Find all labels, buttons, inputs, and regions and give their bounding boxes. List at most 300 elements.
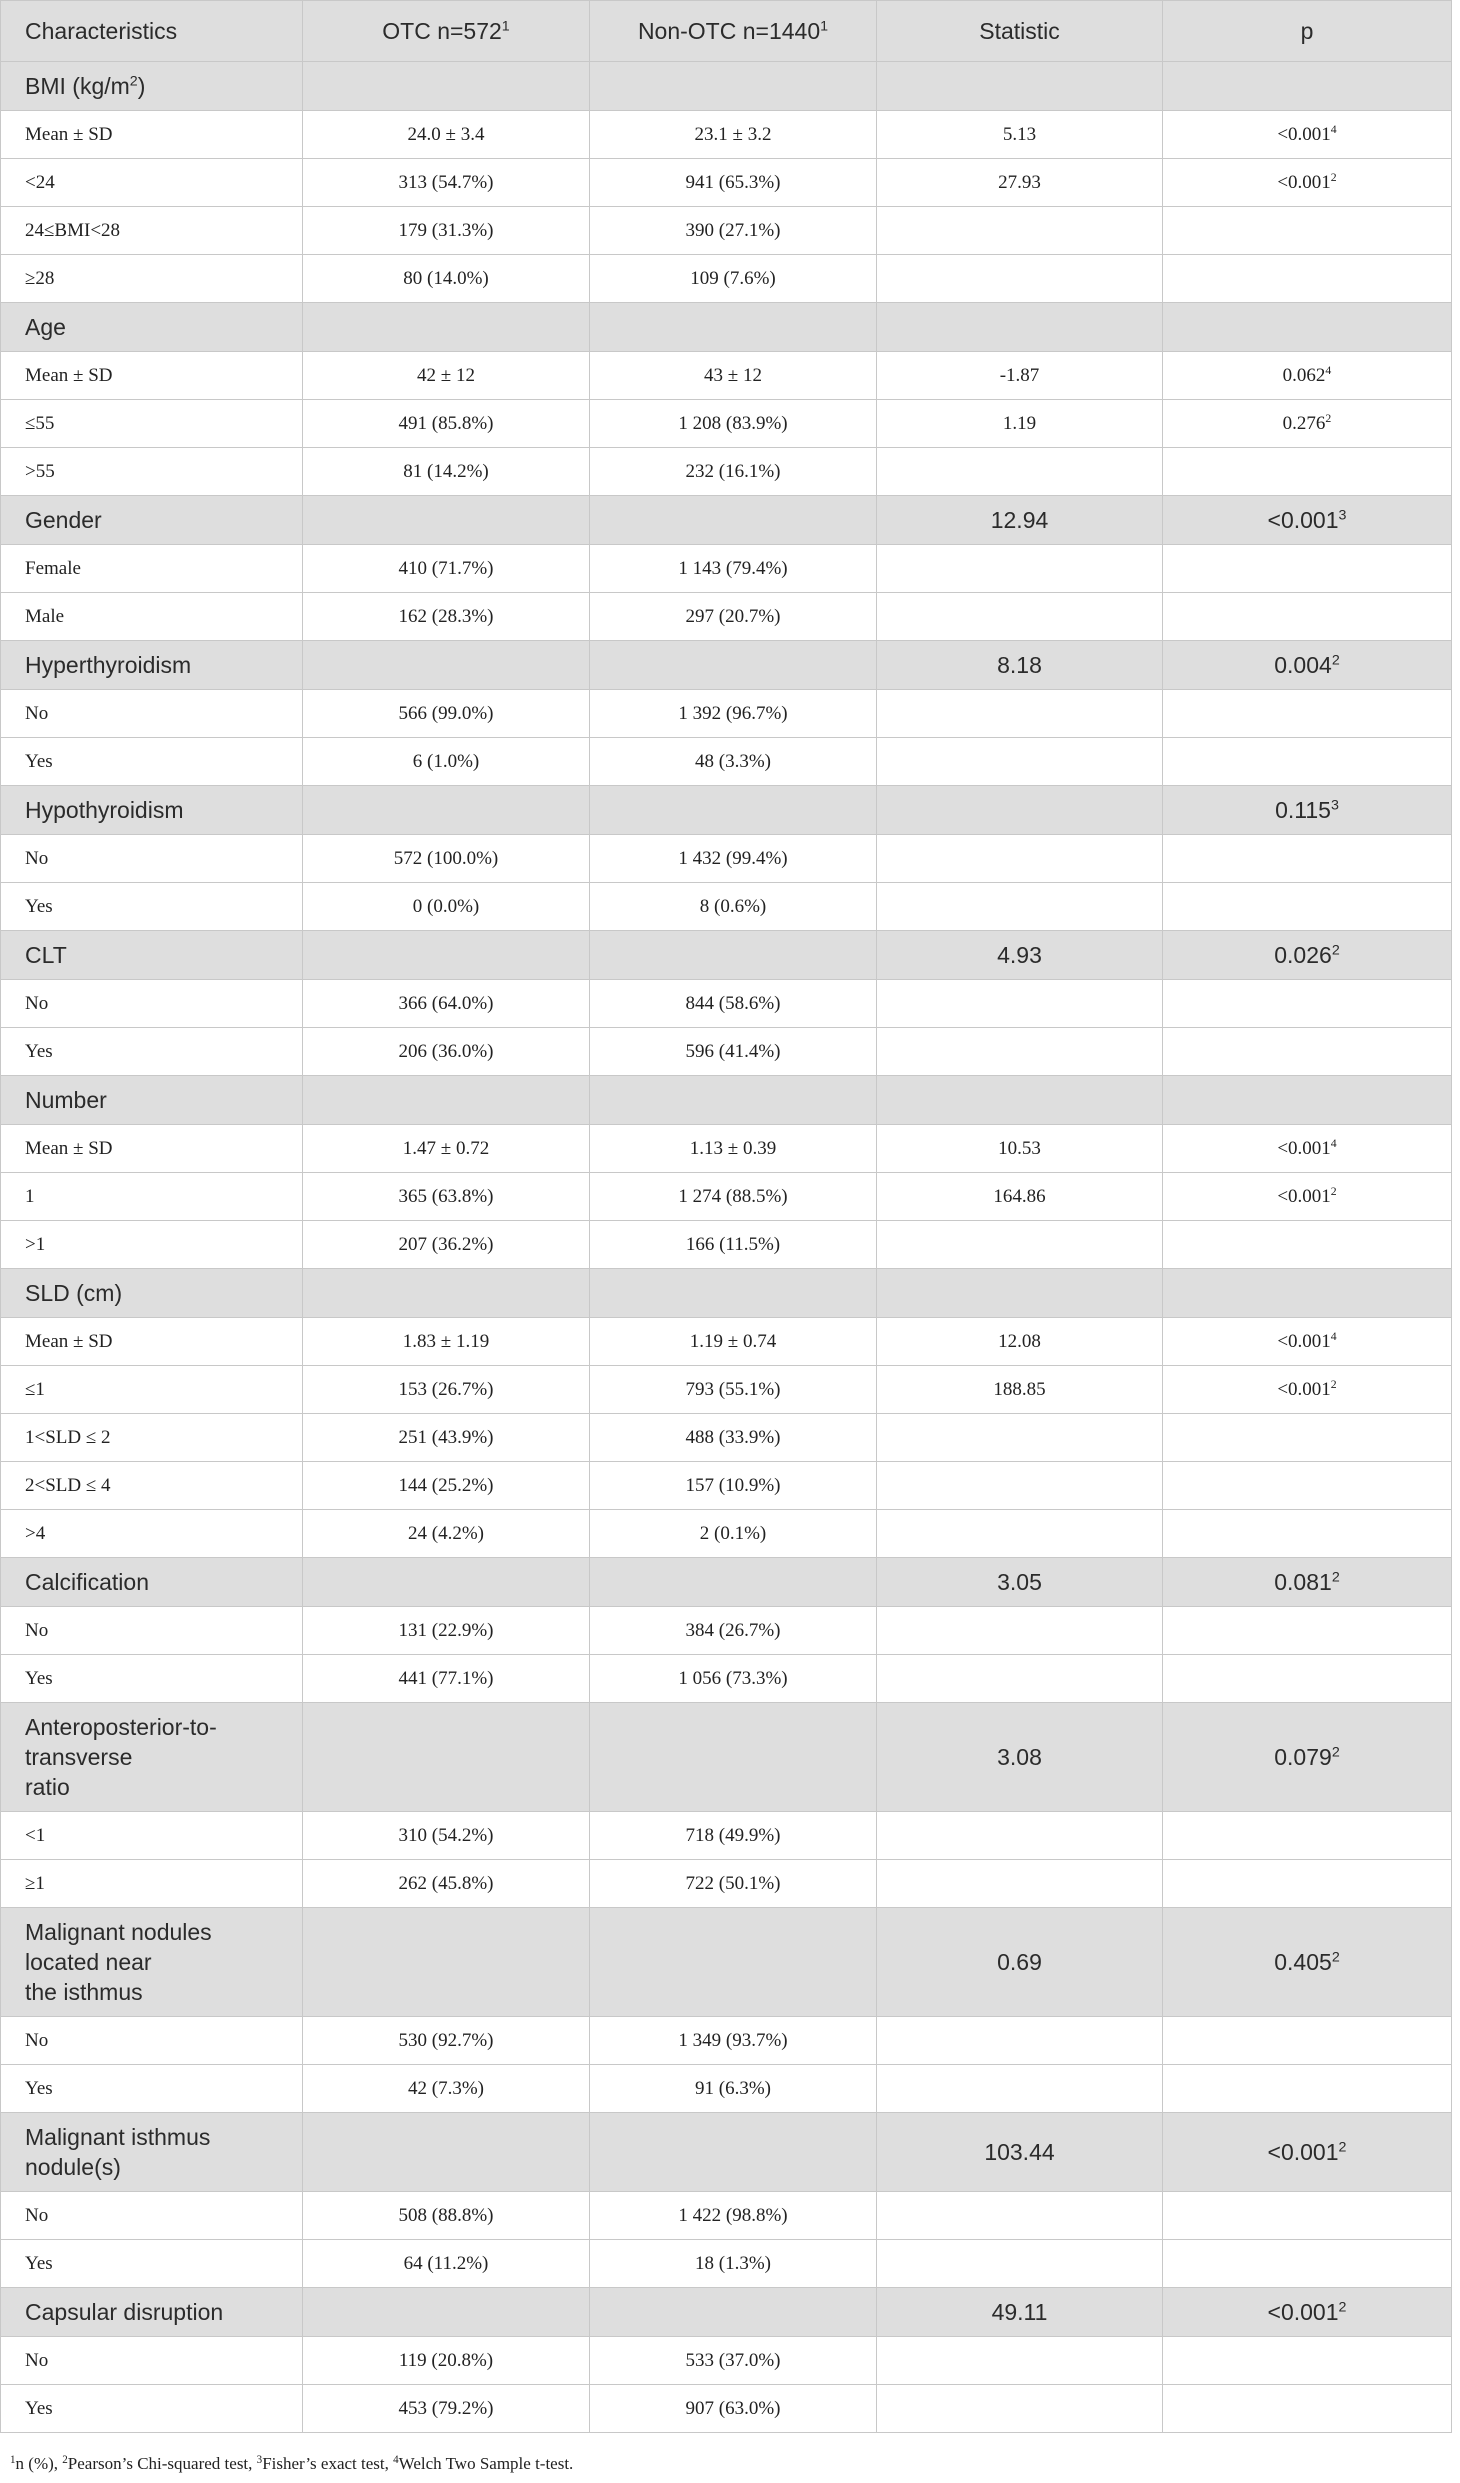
non-otc-cell-value: 43 ± 12 [704, 364, 762, 386]
non-otc-cell [590, 690, 877, 738]
otc-cell [303, 2192, 590, 2240]
otc-cell [303, 593, 590, 641]
p-value-cell [1163, 207, 1452, 255]
header-row [1, 1, 1452, 62]
label-text: 1 [25, 1185, 35, 1207]
header-characteristics: Characteristics [1, 1, 303, 62]
otc-cell [303, 2240, 590, 2288]
footnote-marker: 3 [256, 2453, 263, 2466]
statistic-cell [877, 1173, 1163, 1221]
label-text: Yes [25, 2397, 53, 2419]
p-value-cell [1163, 2113, 1452, 2192]
statistic-cell [877, 496, 1163, 545]
non-otc-cell [590, 2240, 877, 2288]
footnote-text: Pearson’s Chi-squared test, [67, 2454, 257, 2473]
label-text: 1<SLD ≤ 2 [25, 1426, 111, 1448]
otc-cell [303, 1607, 590, 1655]
p-value-cell [1163, 1269, 1452, 1318]
p-value-superscript: 3 [1338, 506, 1347, 523]
otc-cell-value: 144 (25.2%) [398, 1474, 494, 1496]
statistic-cell [877, 738, 1163, 786]
non-otc-cell [590, 400, 877, 448]
group-header-row [1, 2113, 1452, 2192]
header-non-otc: Non-OTC $n=1440^1$ [590, 1, 877, 62]
otc-cell-value: 453 (79.2%) [398, 2397, 494, 2419]
p-value-cell [1163, 448, 1452, 496]
label-text: <24 [25, 171, 55, 193]
group-label [1, 303, 303, 352]
p-value-cell [1163, 352, 1452, 400]
group-label-line: Malignant nodules [25, 1919, 212, 1945]
otc-cell [303, 2065, 590, 2113]
group-label [1, 641, 303, 690]
statistic-cell [877, 2337, 1163, 2385]
otc-cell [303, 303, 590, 352]
non-otc-cell [590, 303, 877, 352]
label-text: >55 [25, 460, 55, 482]
table-row [1, 1607, 1452, 1655]
p-value: <0.001 [1277, 1330, 1331, 1352]
otc-cell [303, 111, 590, 159]
statistic-cell-value: 49.11 [991, 2298, 1048, 2325]
p-value-superscript: 2 [1338, 2298, 1347, 2315]
statistic-cell-value: 188.85 [993, 1378, 1046, 1400]
non-otc-cell [590, 496, 877, 545]
p-value: <0.001 [1277, 1185, 1331, 1207]
otc-cell [303, 835, 590, 883]
p-value-cell [1163, 1510, 1452, 1558]
p-value-cell [1163, 496, 1452, 545]
group-label-line: Anteroposterior-to- [25, 1714, 217, 1740]
p-value: 0.081 [1274, 1568, 1332, 1595]
label-text: No [25, 1619, 49, 1641]
statistic-cell [877, 2288, 1163, 2337]
statistic-cell [877, 1908, 1163, 2017]
p-value-cell [1163, 400, 1452, 448]
group-header-row [1, 931, 1452, 980]
p-value-cell [1163, 62, 1452, 111]
otc-cell [303, 1173, 590, 1221]
footnote-marker: 2 [62, 2453, 68, 2466]
group-label [1, 2288, 303, 2337]
row-label [1, 1125, 303, 1173]
non-otc-cell [590, 1414, 877, 1462]
p-value-cell [1163, 2065, 1452, 2113]
group-label [1, 786, 303, 835]
otc-cell [303, 255, 590, 303]
statistic-cell [877, 448, 1163, 496]
non-otc-cell-value: 722 (50.1%) [685, 1872, 781, 1894]
table-row [1, 883, 1452, 931]
label-text: ≥28 [25, 267, 55, 289]
statistic-cell-value: 3.08 [997, 1744, 1042, 1770]
label-text: <1 [25, 1824, 46, 1846]
otc-cell-value: 508 (88.8%) [398, 2204, 494, 2226]
statistic-cell-value: 8.18 [997, 651, 1042, 678]
non-otc-cell-value: 533 (37.0%) [685, 2349, 781, 2371]
p-value-cell [1163, 2240, 1452, 2288]
table-row [1, 1173, 1452, 1221]
otc-cell [303, 1558, 590, 1607]
p-value-superscript: 2 [1325, 411, 1332, 425]
label-text: Gender [25, 506, 102, 533]
footnote-marker: 1 [10, 2453, 16, 2466]
non-otc-cell [590, 593, 877, 641]
non-otc-cell-value: 91 (6.3%) [695, 2077, 771, 2099]
label-text: Mean ± SD [25, 1137, 113, 1159]
p-value-superscript: 2 [1331, 941, 1340, 958]
label-text: Calcification [25, 1568, 149, 1595]
otc-cell [303, 1318, 590, 1366]
statistic-cell-value: 5.13 [1002, 123, 1037, 145]
row-label [1, 545, 303, 593]
statistic-cell [877, 1366, 1163, 1414]
non-otc-cell [590, 2288, 877, 2337]
row-label [1, 159, 303, 207]
table-row [1, 2017, 1452, 2065]
non-otc-cell [590, 1221, 877, 1269]
row-label [1, 1860, 303, 1908]
non-otc-cell-value: 166 (11.5%) [685, 1233, 781, 1255]
p-value-superscript: 2 [1338, 2139, 1347, 2156]
non-otc-cell [590, 159, 877, 207]
statistic-cell [877, 159, 1163, 207]
table-row [1, 835, 1452, 883]
table-row [1, 980, 1452, 1028]
p-value-cell [1163, 1318, 1452, 1366]
statistic-cell-value: 1.19 [1002, 412, 1037, 434]
p-value-superscript: 2 [1330, 1377, 1337, 1391]
statistic-cell [877, 1860, 1163, 1908]
row-label [1, 1655, 303, 1703]
row-label [1, 352, 303, 400]
group-label [1, 1908, 303, 2017]
non-otc-cell [590, 1125, 877, 1173]
statistic-cell [877, 786, 1163, 835]
p-value: <0.001 [1277, 123, 1331, 145]
otc-cell [303, 883, 590, 931]
row-label [1, 1607, 303, 1655]
table-row [1, 1366, 1452, 1414]
table-row [1, 2385, 1452, 2433]
otc-cell [303, 1655, 590, 1703]
table-row [1, 545, 1452, 593]
non-otc-cell [590, 738, 877, 786]
non-otc-cell [590, 1860, 877, 1908]
statistic-cell [877, 303, 1163, 352]
otc-cell [303, 62, 590, 111]
row-label [1, 2192, 303, 2240]
group-label-line: located near [25, 1949, 152, 1975]
p-value-cell [1163, 690, 1452, 738]
otc-cell-value: 119 (20.8%) [398, 2349, 494, 2371]
label-text: >4 [25, 1522, 46, 1544]
label-text: Yes [25, 1040, 53, 1062]
p-value-cell [1163, 980, 1452, 1028]
p-value-superscript: 4 [1330, 122, 1337, 136]
row-label [1, 2065, 303, 2113]
p-value: 0.405 [1274, 1949, 1332, 1975]
non-otc-cell-value: 941 (65.3%) [685, 171, 781, 193]
otc-cell [303, 2385, 590, 2433]
statistic-cell [877, 352, 1163, 400]
row-label [1, 690, 303, 738]
p-value-cell [1163, 1655, 1452, 1703]
row-label [1, 111, 303, 159]
p-value-superscript: 2 [1331, 651, 1340, 668]
table-row [1, 1221, 1452, 1269]
non-otc-cell-value: 232 (16.1%) [685, 460, 781, 482]
statistic-cell [877, 2113, 1163, 2192]
statistic-cell [877, 255, 1163, 303]
non-otc-cell [590, 1173, 877, 1221]
otc-cell [303, 1221, 590, 1269]
label-text: No [25, 2029, 49, 2051]
label-superscript: 2 [129, 72, 138, 89]
non-otc-cell [590, 1366, 877, 1414]
label-text: Yes [25, 750, 53, 772]
statistic-cell [877, 931, 1163, 980]
otc-cell-value: 80 (14.0%) [403, 267, 489, 289]
non-otc-cell-value: 109 (7.6%) [690, 267, 776, 289]
table-row [1, 2240, 1452, 2288]
otc-cell-value: 206 (36.0%) [398, 1040, 494, 1062]
p-value-cell [1163, 2192, 1452, 2240]
label-text: Yes [25, 2252, 53, 2274]
otc-cell [303, 1462, 590, 1510]
statistic-cell-value: 12.08 [998, 1330, 1041, 1352]
non-otc-cell [590, 786, 877, 835]
p-value-cell [1163, 1173, 1452, 1221]
otc-cell [303, 545, 590, 593]
statistic-cell-value: 27.93 [998, 171, 1041, 193]
label-text: No [25, 847, 49, 869]
row-label [1, 448, 303, 496]
label-text: Mean ± SD [25, 364, 113, 386]
non-otc-cell-value: 718 (49.9%) [685, 1824, 781, 1846]
non-otc-cell [590, 1510, 877, 1558]
p-value-superscript: 2 [1331, 1744, 1340, 1761]
otc-cell [303, 738, 590, 786]
group-header-row [1, 1703, 1452, 1812]
p-value-cell [1163, 255, 1452, 303]
non-otc-cell [590, 545, 877, 593]
label-text: No [25, 2349, 49, 2371]
non-otc-cell [590, 980, 877, 1028]
otc-cell [303, 1366, 590, 1414]
p-value-cell [1163, 1221, 1452, 1269]
label-text: BMI (kg/m [25, 72, 130, 99]
p-value: 0.115 [1275, 796, 1331, 823]
non-otc-cell [590, 641, 877, 690]
otc-cell-value: 6 (1.0%) [412, 750, 480, 772]
label-text: ≤1 [25, 1378, 45, 1400]
p-value: 0.062 [1282, 364, 1326, 386]
row-label [1, 1462, 303, 1510]
row-label [1, 883, 303, 931]
otc-cell-value: 81 (14.2%) [403, 460, 489, 482]
row-label [1, 2385, 303, 2433]
p-value-cell [1163, 1366, 1452, 1414]
row-label [1, 400, 303, 448]
otc-cell [303, 2017, 590, 2065]
label-text: Mean ± SD [25, 123, 113, 145]
statistic-cell [877, 1462, 1163, 1510]
p-value-cell [1163, 1414, 1452, 1462]
statistic-cell [877, 2240, 1163, 2288]
group-label [1, 1558, 303, 1607]
non-otc-cell-value: 1 432 (99.4%) [678, 847, 788, 869]
otc-cell-value: 1.83 ± 1.19 [402, 1330, 490, 1352]
label-text: Mean ± SD [25, 1330, 113, 1352]
otc-cell [303, 496, 590, 545]
p-value-cell [1163, 1860, 1452, 1908]
non-otc-cell [590, 2192, 877, 2240]
p-value-superscript: 2 [1330, 170, 1337, 184]
statistic-cell [877, 593, 1163, 641]
non-otc-cell [590, 255, 877, 303]
label-text: Female [25, 557, 81, 579]
p-value-cell [1163, 1125, 1452, 1173]
row-label [1, 1028, 303, 1076]
label-text: No [25, 702, 49, 724]
p-value-superscript: 4 [1330, 1136, 1337, 1150]
group-header-row [1, 1076, 1452, 1125]
group-label [1, 62, 303, 111]
otc-cell-value: 153 (26.7%) [398, 1378, 494, 1400]
group-header-row [1, 1269, 1452, 1318]
otc-cell [303, 1414, 590, 1462]
label-text: ≥1 [25, 1872, 45, 1894]
otc-cell [303, 1028, 590, 1076]
otc-cell [303, 980, 590, 1028]
group-label [1, 2113, 303, 2192]
group-header-row [1, 641, 1452, 690]
non-otc-cell-value: 596 (41.4%) [685, 1040, 781, 1062]
non-otc-cell [590, 2113, 877, 2192]
otc-cell [303, 2288, 590, 2337]
statistic-cell [877, 1318, 1163, 1366]
statistic-cell [877, 980, 1163, 1028]
row-label [1, 2337, 303, 2385]
p-value-cell [1163, 2288, 1452, 2337]
otc-cell-value: 162 (28.3%) [398, 605, 494, 627]
statistic-cell-value: 4.93 [997, 941, 1042, 968]
group-label-line: transverse [25, 1744, 133, 1770]
row-label [1, 835, 303, 883]
group-header-row [1, 303, 1452, 352]
non-otc-cell [590, 883, 877, 931]
label-text: No [25, 992, 49, 1014]
p-value-cell [1163, 641, 1452, 690]
statistic-cell-value: 103.44 [984, 2139, 1055, 2165]
statistic-cell [877, 545, 1163, 593]
group-label-line: the isthmus [25, 1979, 143, 2005]
non-otc-cell-value: 384 (26.7%) [685, 1619, 781, 1641]
non-otc-cell-value: 1 422 (98.8%) [678, 2204, 788, 2226]
p-value-cell [1163, 111, 1452, 159]
statistic-cell [877, 2192, 1163, 2240]
otc-cell-value: 0 (0.0%) [412, 895, 480, 917]
label-text: >1 [25, 1233, 46, 1255]
label-text: No [25, 2204, 49, 2226]
otc-cell [303, 400, 590, 448]
statistic-cell [877, 400, 1163, 448]
group-label-line: Malignant isthmus [25, 2124, 211, 2150]
p-value-cell [1163, 1558, 1452, 1607]
statistic-cell [877, 2385, 1163, 2433]
otc-cell [303, 352, 590, 400]
table-row [1, 400, 1452, 448]
table-row [1, 159, 1452, 207]
otc-cell-value: 24.0 ± 3.4 [407, 123, 485, 145]
footnote-text: Fisher’s exact test, [262, 2454, 394, 2473]
statistic-cell [877, 690, 1163, 738]
otc-cell [303, 641, 590, 690]
p-value-cell [1163, 159, 1452, 207]
non-otc-cell-value: 488 (33.9%) [685, 1426, 781, 1448]
header-otc: OTC $n=572^1$ [303, 1, 590, 62]
p-value-superscript: 2 [1331, 1949, 1340, 1966]
label-text: Capsular disruption [25, 2298, 224, 2325]
row-label [1, 1318, 303, 1366]
row-label [1, 207, 303, 255]
statistic-cell-value: 3.05 [997, 1568, 1042, 1595]
table-row [1, 690, 1452, 738]
table-row [1, 593, 1452, 641]
p-value: <0.001 [1277, 1378, 1331, 1400]
row-label [1, 1173, 303, 1221]
otc-cell-value: 491 (85.8%) [398, 412, 494, 434]
statistic-cell [877, 1269, 1163, 1318]
otc-cell-value: 262 (45.8%) [398, 1872, 494, 1894]
non-otc-cell-value: 23.1 ± 3.2 [694, 123, 772, 145]
statistic-cell [877, 207, 1163, 255]
table-row [1, 1860, 1452, 1908]
p-value: <0.001 [1277, 171, 1331, 193]
p-value-cell [1163, 931, 1452, 980]
group-label-line: ratio [25, 1774, 70, 1800]
non-otc-cell [590, 1028, 877, 1076]
non-otc-cell [590, 2385, 877, 2433]
non-otc-cell-value: 1.19 ± 0.74 [689, 1330, 777, 1352]
otc-cell-value: 572 (100.0%) [393, 847, 499, 869]
otc-cell [303, 1812, 590, 1860]
statistic-cell [877, 1703, 1163, 1812]
p-value-cell [1163, 1812, 1452, 1860]
label-text: Male [25, 605, 65, 627]
group-header-row [1, 1558, 1452, 1607]
statistic-cell-value: -1.87 [999, 364, 1040, 386]
p-value-cell [1163, 883, 1452, 931]
table-row [1, 255, 1452, 303]
statistic-cell [877, 1028, 1163, 1076]
non-otc-cell-value: 1 208 (83.9%) [678, 412, 788, 434]
otc-cell [303, 1703, 590, 1812]
p-value: 0.079 [1274, 1744, 1332, 1770]
label-tail: ) [137, 72, 146, 99]
non-otc-cell [590, 111, 877, 159]
group-label [1, 1269, 303, 1318]
row-label [1, 255, 303, 303]
non-otc-cell [590, 1812, 877, 1860]
row-label [1, 1510, 303, 1558]
statistic-cell [877, 62, 1163, 111]
p-value: <0.001 [1277, 1137, 1331, 1159]
non-otc-cell [590, 1607, 877, 1655]
non-otc-cell-value: 157 (10.9%) [685, 1474, 781, 1496]
row-label [1, 2240, 303, 2288]
